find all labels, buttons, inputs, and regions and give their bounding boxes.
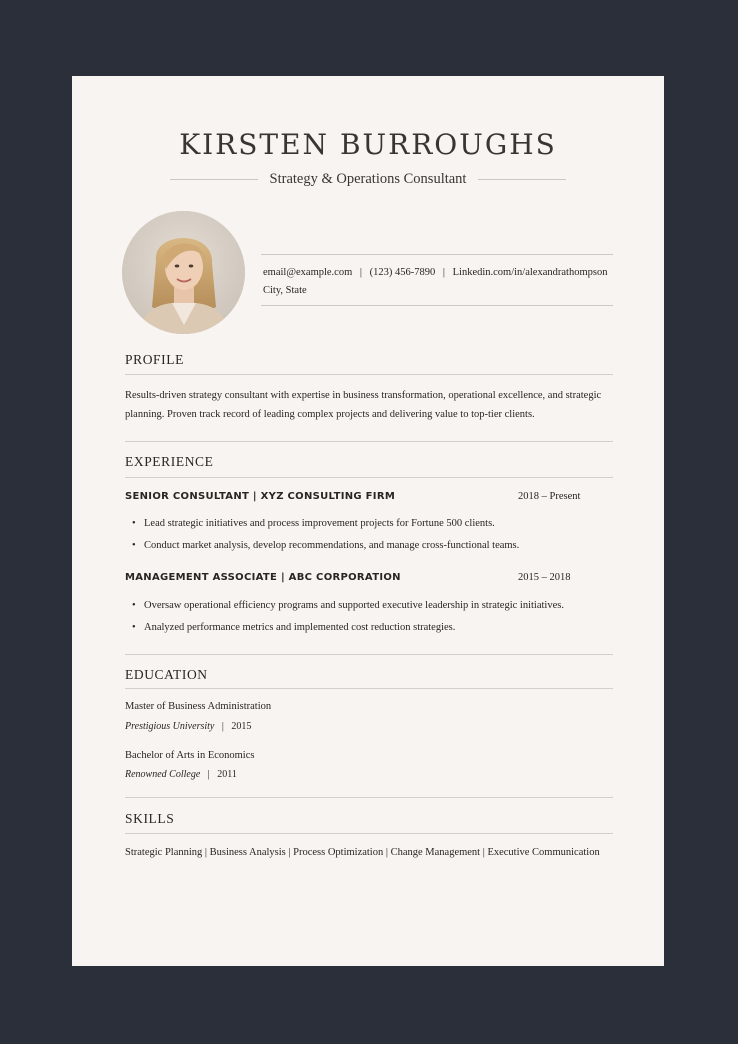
school-name: Renowned College bbox=[125, 769, 201, 780]
profile-heading: PROFILE bbox=[125, 352, 184, 367]
job-dates: 2015 – 2018 bbox=[518, 572, 571, 583]
contact-separator: | bbox=[359, 267, 362, 278]
resume-subtitle: Strategy & Operations Consultant bbox=[269, 170, 467, 187]
contact-email[interactable]: email@example.com bbox=[263, 267, 353, 278]
portrait-image bbox=[122, 211, 245, 334]
profile-photo bbox=[122, 211, 245, 334]
experience-heading: EXPERIENCE bbox=[125, 454, 214, 469]
education-degree: Master of Business Administration bbox=[125, 701, 272, 712]
contact-line bbox=[263, 267, 607, 278]
skills-list: Strategic Planning | Business Analysis | Process Optimization | Change Management | Executive Communication bbox=[125, 847, 600, 858]
section-divider bbox=[125, 797, 613, 798]
job-title: SENIOR CONSULTANT | XYZ CONSULTING FIRM bbox=[125, 491, 396, 502]
education-heading: EDUCATION bbox=[125, 667, 208, 682]
list-item: • Analyzed performance metrics and implemented cost reduction strategies. bbox=[132, 621, 602, 643]
section-divider bbox=[125, 654, 613, 655]
section-divider bbox=[125, 688, 613, 689]
school-separator: | bbox=[207, 769, 210, 780]
section-divider bbox=[125, 833, 613, 834]
contact-linkedin[interactable]: Linkedin.com/in/alexandrathompson bbox=[452, 267, 608, 278]
list-item: • Lead strategic initiatives and process improvement projects for Fortune 500 clients. bbox=[132, 517, 602, 539]
resume-name: KIRSTEN BURROUGHS bbox=[179, 128, 557, 161]
section-divider bbox=[125, 374, 613, 375]
education-school bbox=[125, 721, 251, 732]
education-degree: Bachelor of Arts in Economics bbox=[125, 750, 255, 761]
school-year: 2015 bbox=[231, 721, 252, 732]
job-title: MANAGEMENT ASSOCIATE | ABC CORPORATION bbox=[125, 572, 401, 583]
list-item: • Oversaw operational efficiency programs and supported executive leadership in strategic initiatives. bbox=[132, 599, 602, 621]
job-bullets bbox=[132, 599, 602, 643]
list-item: • Conduct market analysis, develop recommendations, and manage cross-functional teams. bbox=[132, 539, 602, 561]
resume-page bbox=[72, 76, 664, 966]
school-separator: | bbox=[221, 721, 224, 732]
contact-location: City, State bbox=[263, 285, 307, 296]
contact-separator: | bbox=[442, 267, 445, 278]
section-divider bbox=[125, 441, 613, 442]
contact-phone[interactable]: (123) 456-7890 bbox=[369, 267, 436, 278]
school-name: Prestigious University bbox=[125, 721, 215, 732]
school-year: 2011 bbox=[217, 769, 237, 780]
subtitle-divider-right bbox=[478, 179, 566, 180]
job-bullets bbox=[132, 517, 602, 561]
job-dates: 2018 – Present bbox=[518, 491, 581, 502]
skills-heading: SKILLS bbox=[125, 811, 175, 826]
section-divider bbox=[125, 477, 613, 478]
subtitle-row bbox=[72, 170, 664, 188]
subtitle-divider-left bbox=[170, 179, 258, 180]
contact-block bbox=[261, 254, 613, 306]
profile-text: Results-driven strategy consultant with expertise in business transformation, operational excellence, and strategic planning. Proven track record of leading complex projects and delivering value to top-tier clients. bbox=[125, 390, 602, 420]
education-school bbox=[125, 769, 237, 780]
